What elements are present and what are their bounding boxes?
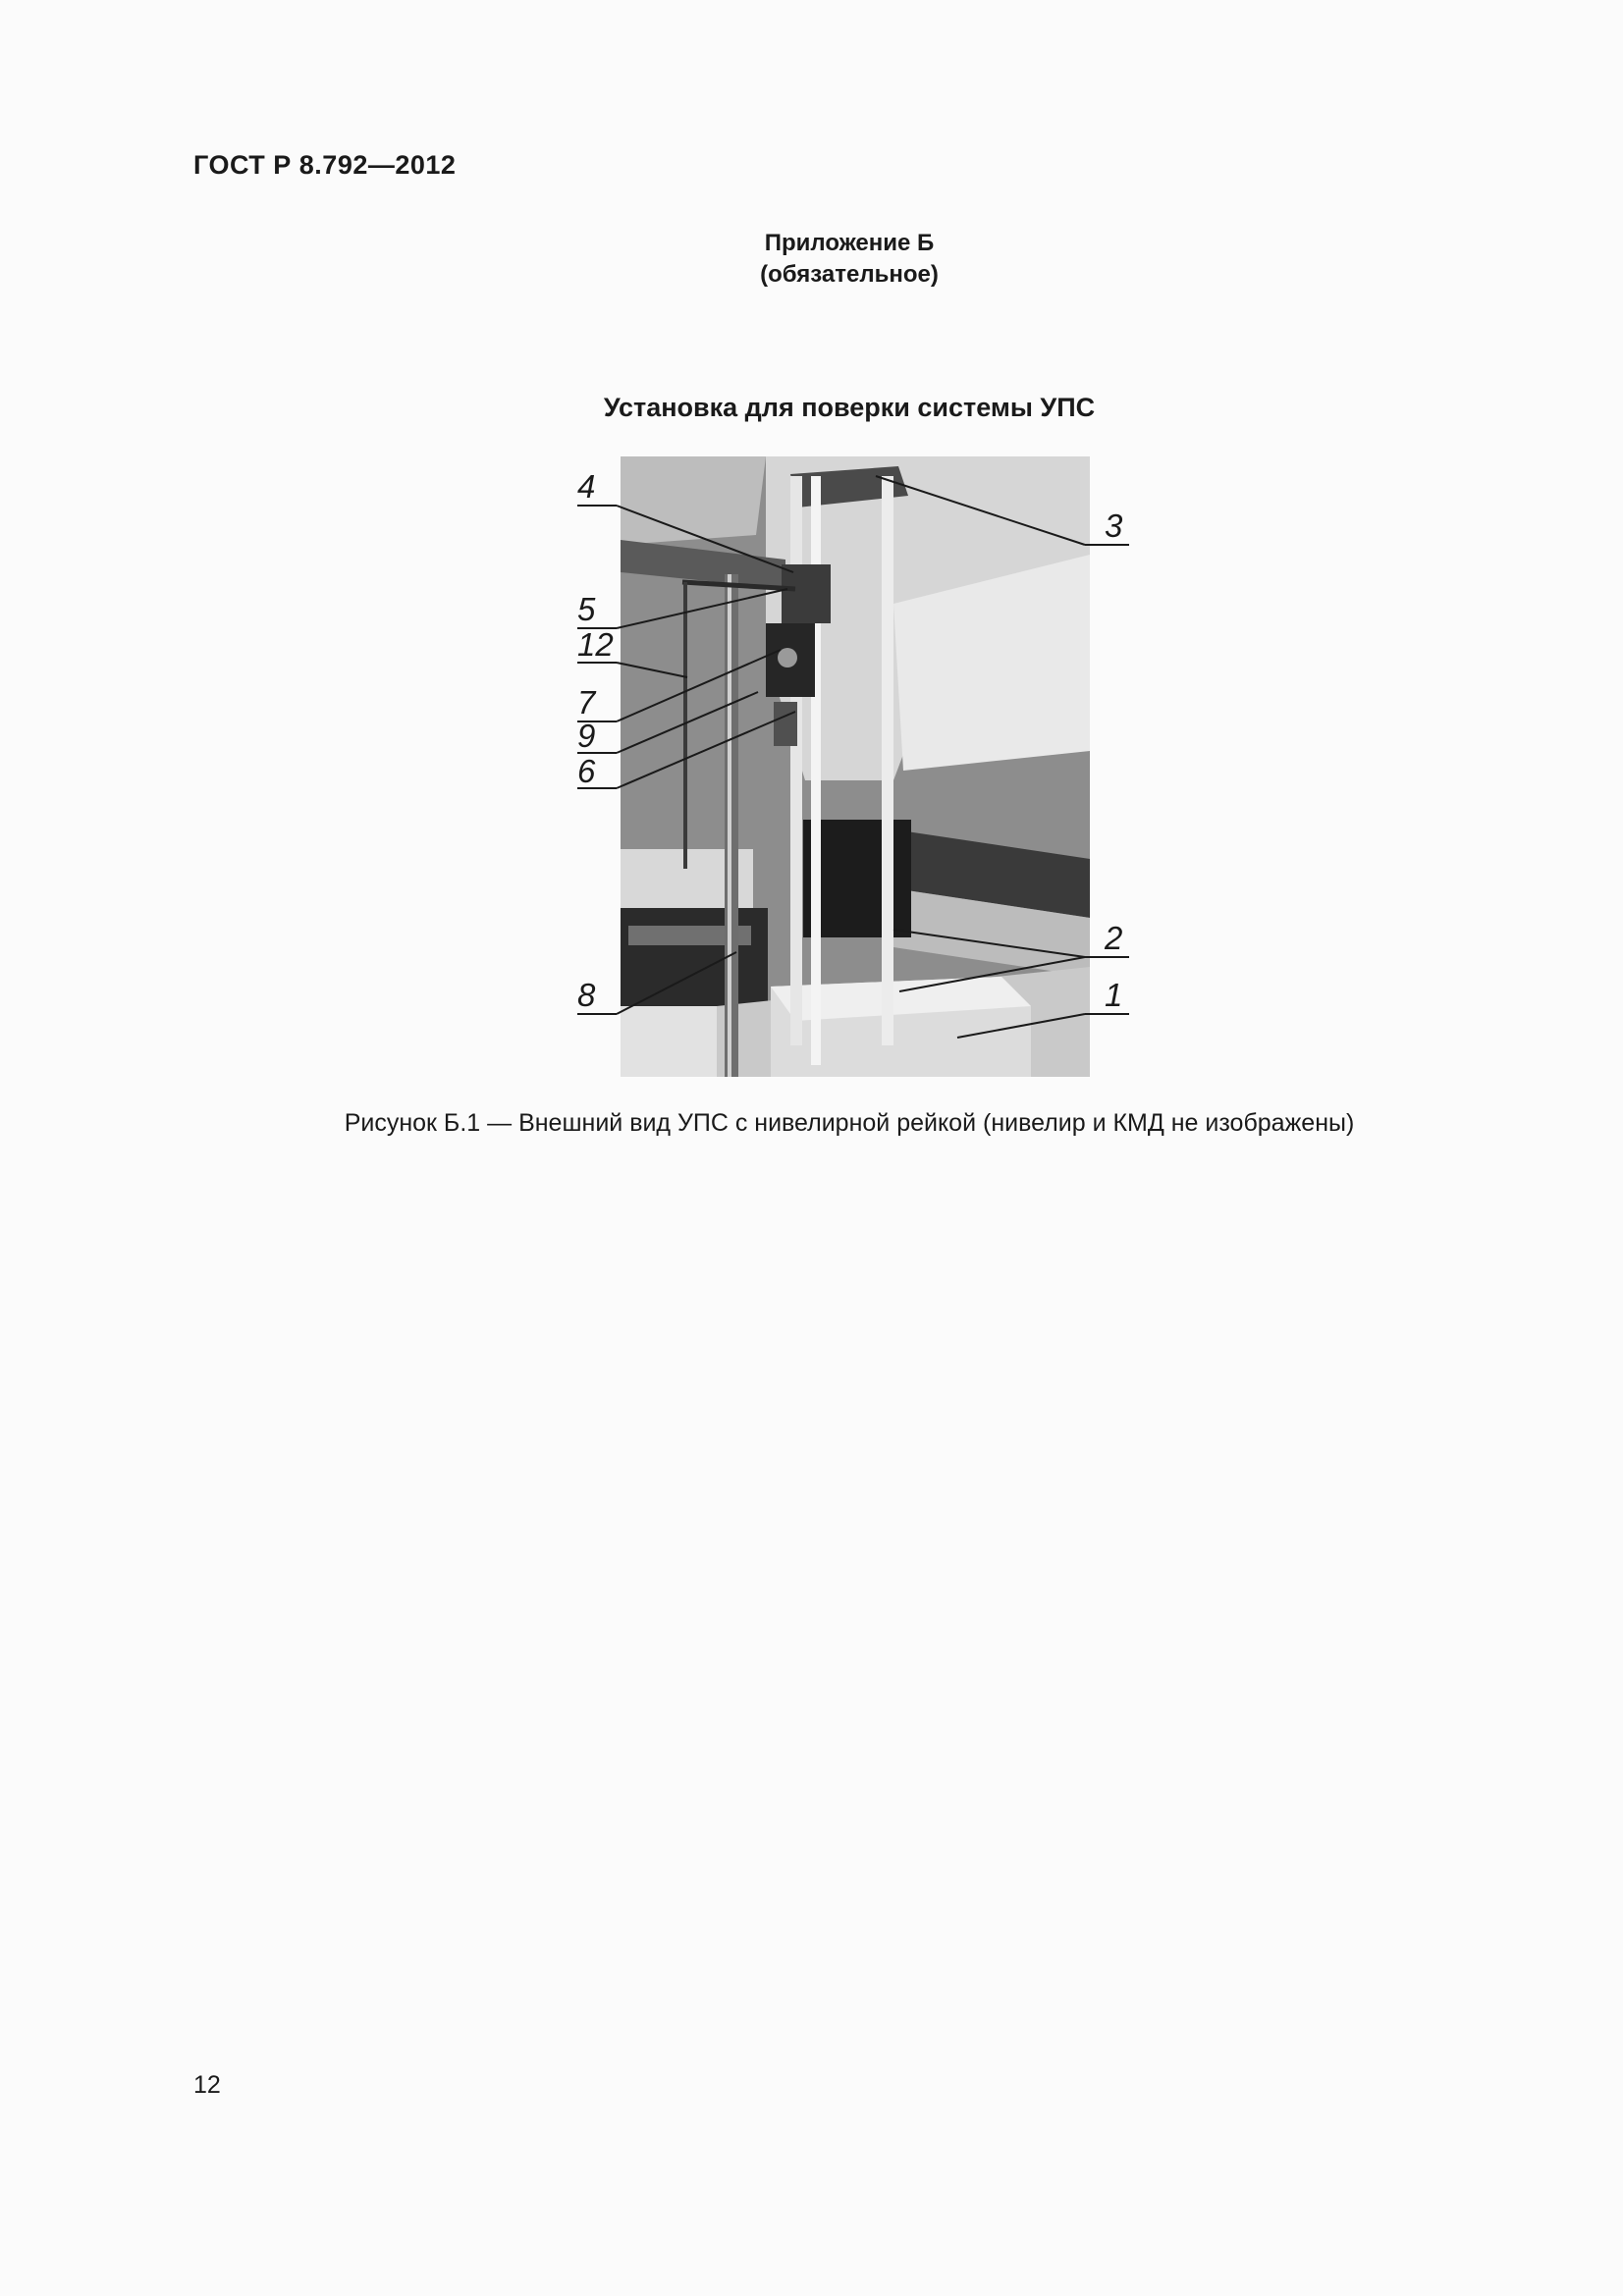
annex-title: Приложение Б	[764, 230, 935, 256]
page-number: 12	[193, 2071, 221, 2099]
callout-7: 7	[577, 684, 596, 721]
column-left	[790, 476, 802, 1045]
leveling-rod-scale	[728, 574, 731, 1077]
document-code: ГОСТ Р 8.792—2012	[193, 150, 457, 180]
callout-6: 6	[577, 753, 596, 789]
annex-status: (обязательное)	[760, 261, 939, 288]
callout-4: 4	[577, 468, 596, 505]
callout-12: 12	[577, 626, 614, 663]
callout-5: 5	[577, 591, 596, 627]
callout-9: 9	[577, 718, 596, 754]
left-box	[621, 1006, 729, 1077]
annex-heading	[0, 228, 1623, 291]
column-right	[882, 476, 893, 1045]
callout-2: 2	[1105, 920, 1123, 956]
figure-caption: Рисунок Б.1 — Внешний вид УПС с нивелирной рейкой (нивелир и КМД не изображены)	[344, 1109, 1355, 1137]
wall-left	[621, 456, 766, 545]
callout-3: 3	[1105, 507, 1123, 544]
figure-b1	[569, 456, 1129, 1077]
installation-photo	[569, 456, 1129, 1077]
callout-1: 1	[1105, 977, 1123, 1013]
carriage	[782, 564, 831, 623]
carriage-lower	[774, 702, 797, 746]
figure-title: Установка для поверки системы УПС	[603, 393, 1096, 422]
callout-8: 8	[577, 977, 596, 1013]
